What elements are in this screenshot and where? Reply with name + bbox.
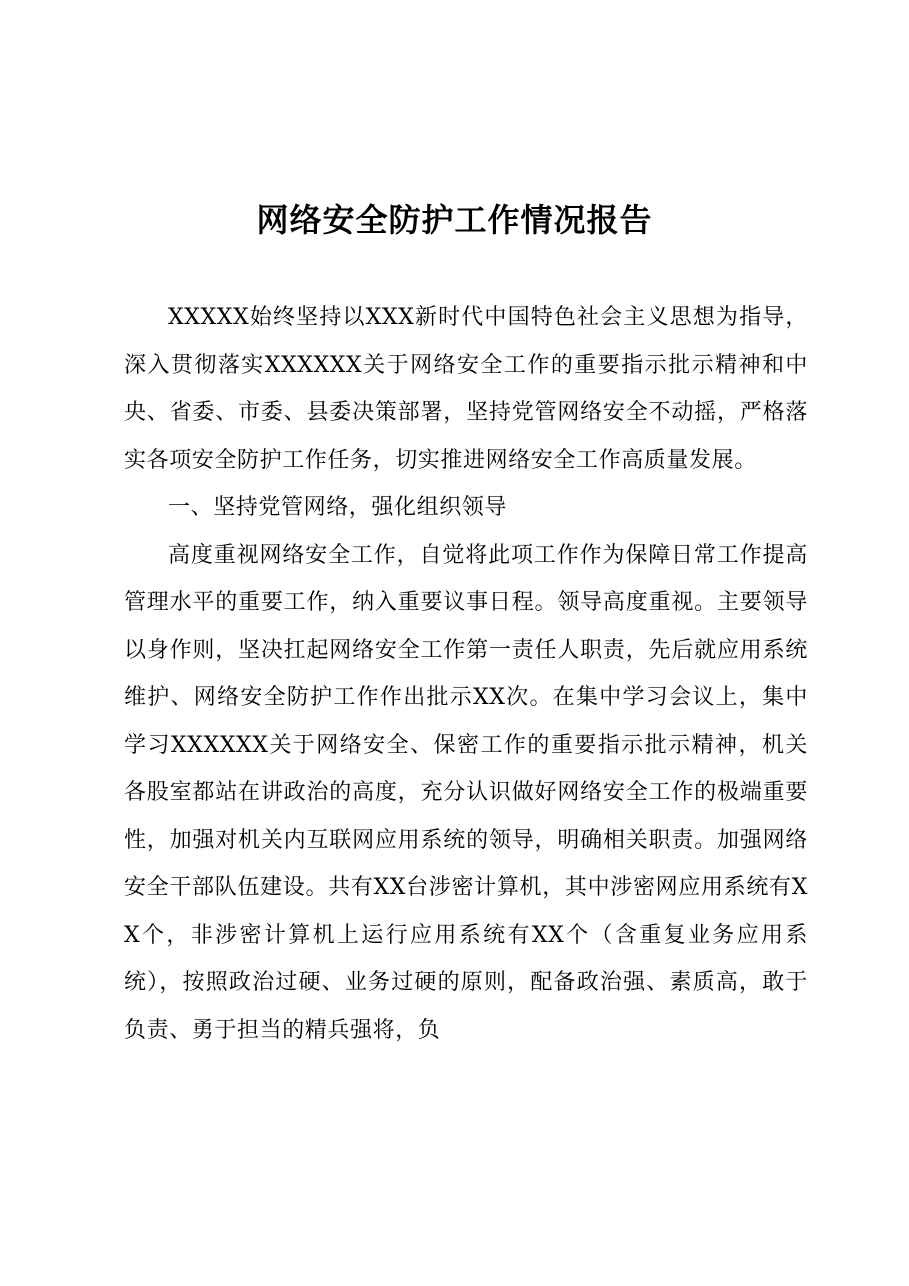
section-heading: 一、坚持党管网络，强化组织领导	[168, 495, 508, 520]
document-body	[124, 294, 808, 1054]
document-title: 网络安全防护工作情况报告	[256, 201, 653, 239]
body-paragraph: 高度重视网络安全工作，自觉将此项工作作为保障日常工作提高管理水平的重要工作，纳入重要议事日程。领导高度重视。主要领导以身作则，坚决扛起网络安全工作第一责任人职责，先后就应用系统维护、网络安全防护工作作出批示XX次。在集中学习会议上，集中学习XXXXXX关于网络安全、保密工作的重要指示批示精神，机关各股室都站在讲政治的高度，充分认识做好网络安全工作的极端重要性，加强对机关内互联网应用系统的领导，明确相关职责。加强网络安全干部队伍建设。共有XX台涉密计算机，其中涉密网应用系统有XX个，非涉密计算机上运行应用系统有XX个（含重复业务应用系统），按照政治过硬、业务过硬的原则，配备政治强、素质高，敢于负责、勇于担当的精兵强将，负	[124, 542, 808, 1043]
intro-paragraph: XXXXX始终坚持以XXX新时代中国特色社会主义思想为指导，深入贯彻落实XXXXXX关于网络安全工作的重要指示批示精神和中央、省委、市委、县委决策部署，坚持党管网络安全不动摇，严格落实各项安全防护工作任务，切实推进网络安全工作高质量发展。	[124, 305, 808, 473]
